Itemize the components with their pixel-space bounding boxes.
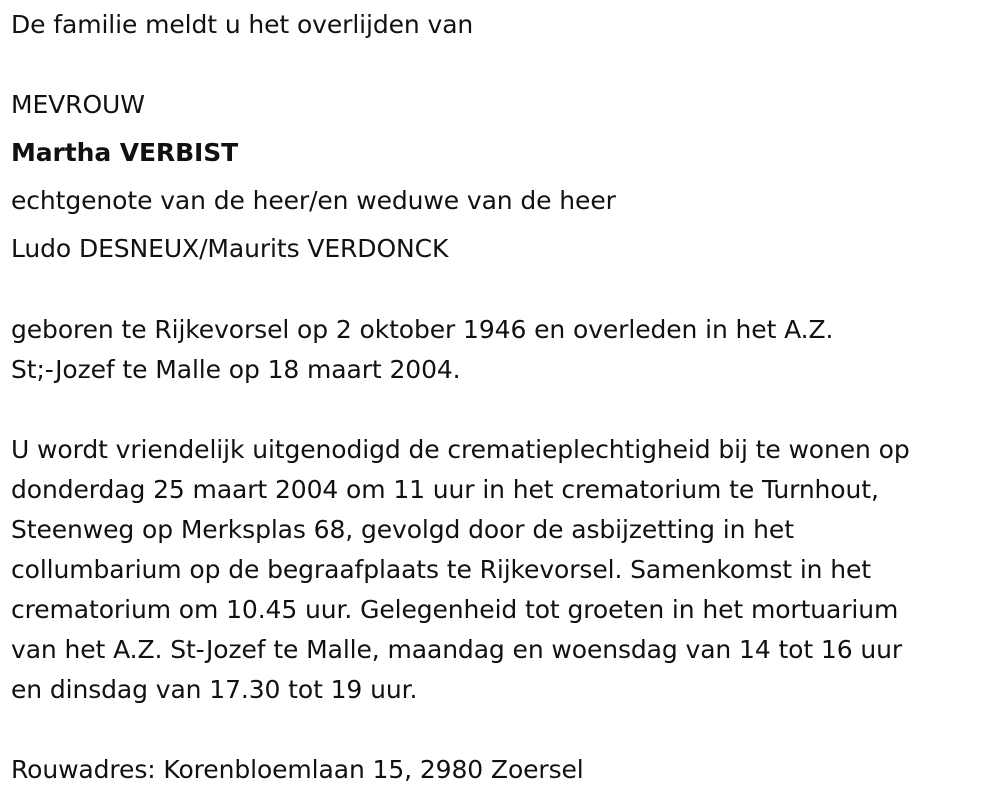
ceremony-paragraph: U wordt vriendelijk uitgenodigd de crematieplechtigheid bij te wonen op donderdag 25 maart 2004 om 11 uur in het crematorium te Turnhout, Steenweg op Merksplas 68, gevolgd door de asbijzetting in het collumbarium op de begraafplaats te Rijkevorsel. Samenkomst in het crematorium om 10.45 uur. Gelegenheid tot groeten in het mortuarium van het A.Z. St-Jozef te Malle, maandag en woensdag van 14 tot 16 uur en dinsdag van 17.30 tot 19 uur. [11, 435, 910, 704]
birth-death-paragraph: geboren te Rijkevorsel op 2 oktober 1946 en overleden in het A.Z. St;-Jozef te Malle op 18 maart 2004. [11, 315, 834, 384]
intro-text: De familie meldt u het overlijden van [11, 10, 474, 39]
relation-line-2: Ludo DESNEUX/Maurits VERDONCK [11, 234, 449, 263]
deceased-name: Martha VERBIST [11, 138, 239, 167]
death-notice [11, 0, 996, 790]
relation-line-1: echtgenote van de heer/en weduwe van de heer [11, 186, 616, 215]
mourning-address: Rouwadres: Korenbloemlaan 15, 2980 Zoersel [11, 755, 584, 784]
honorific-title: MEVROUW [11, 90, 145, 119]
